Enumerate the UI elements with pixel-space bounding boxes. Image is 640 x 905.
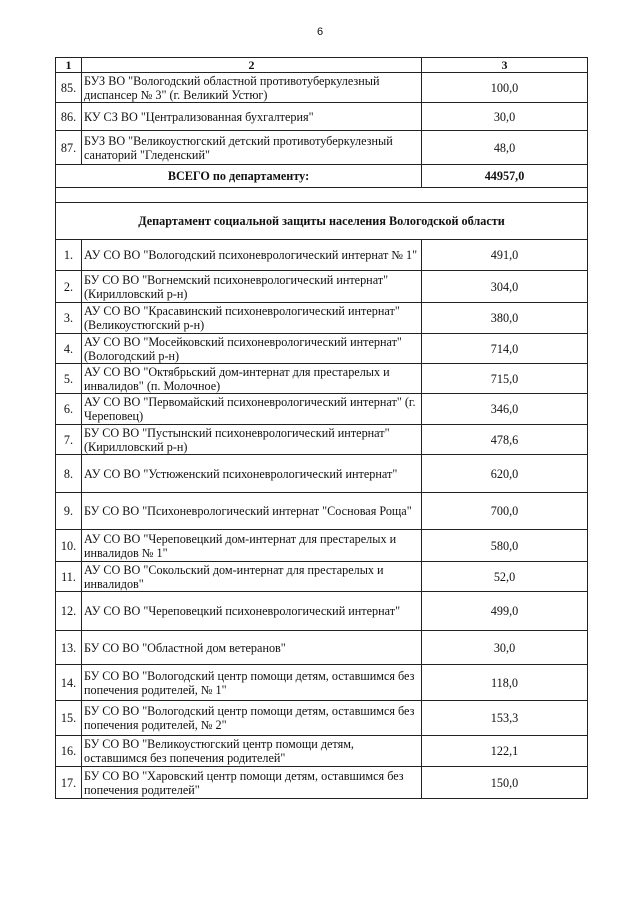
institution-name: АУ СО ВО "Мосейковский психоневрологический интернат" (Вологодский р-н) [82, 334, 422, 364]
allocation-table [55, 57, 588, 799]
row-number: 13. [56, 631, 82, 665]
table-header-row [56, 58, 588, 73]
amount: 620,0 [422, 455, 588, 493]
amount: 346,0 [422, 394, 588, 425]
amount: 478,6 [422, 425, 588, 455]
row-number: 5. [56, 364, 82, 394]
table-row [56, 530, 588, 562]
table-row [56, 271, 588, 303]
table-row [56, 736, 588, 767]
amount: 580,0 [422, 530, 588, 562]
table-row [56, 364, 588, 394]
amount: 48,0 [422, 131, 588, 165]
institution-name: АУ СО ВО "Октябрьский дом-интернат для престарелых и инвалидов" (п. Молочное) [82, 364, 422, 394]
institution-name: АУ СО ВО "Сокольский дом-интернат для престарелых и инвалидов" [82, 562, 422, 592]
institution-name: АУ СО ВО "Череповецкий психоневрологический интернат" [82, 592, 422, 631]
institution-name: БУ СО ВО "Пустынский психоневрологический интернат" (Кирилловский р-н) [82, 425, 422, 455]
department-title: Департамент социальной защиты населения Вологодской области [56, 203, 588, 240]
amount: 715,0 [422, 364, 588, 394]
institution-name: АУ СО ВО "Красавинский психоневрологический интернат" (Великоустюгский р-н) [82, 303, 422, 334]
table-row [56, 562, 588, 592]
table-row [56, 303, 588, 334]
row-number: 1. [56, 240, 82, 271]
amount: 380,0 [422, 303, 588, 334]
institution-name: АУ СО ВО "Устюженский психоневрологический интернат" [82, 455, 422, 493]
header-col-1: 1 [56, 58, 82, 73]
row-number: 86. [56, 103, 82, 131]
row-number: 8. [56, 455, 82, 493]
institution-name: БУ СО ВО "Вологодский центр помощи детям, оставшимся без попечения родителей, № 1" [82, 665, 422, 701]
amount: 714,0 [422, 334, 588, 364]
institution-name: БУ СО ВО "Областной дом ветеранов" [82, 631, 422, 665]
table-row [56, 394, 588, 425]
amount: 700,0 [422, 493, 588, 530]
row-number: 12. [56, 592, 82, 631]
page-number: 6 [316, 26, 324, 38]
institution-name: АУ СО ВО "Череповецкий дом-интернат для престарелых и инвалидов № 1" [82, 530, 422, 562]
amount: 122,1 [422, 736, 588, 767]
institution-name: БУ СО ВО "Великоустюгский центр помощи детям, оставшимся без попечения родителей" [82, 736, 422, 767]
institution-name: КУ СЗ ВО "Централизованная бухгалтерия" [82, 103, 422, 131]
row-number: 15. [56, 701, 82, 736]
institution-name: БУЗ ВО "Вологодский областной противотуберкулезный диспансер № 3" (г. Великий Устюг) [82, 73, 422, 103]
row-number: 87. [56, 131, 82, 165]
table-row [56, 592, 588, 631]
amount: 150,0 [422, 767, 588, 799]
row-number: 11. [56, 562, 82, 592]
blank-row [56, 188, 588, 203]
row-number: 10. [56, 530, 82, 562]
amount: 153,3 [422, 701, 588, 736]
amount: 499,0 [422, 592, 588, 631]
institution-name: БУ СО ВО "Психоневрологический интернат "Сосновая Роща" [82, 493, 422, 530]
table-row [56, 631, 588, 665]
table-row [56, 425, 588, 455]
table-row [56, 240, 588, 271]
department-row [56, 203, 588, 240]
row-number: 4. [56, 334, 82, 364]
institution-name: БУ СО ВО "Харовский центр помощи детям, оставшимся без попечения родителей" [82, 767, 422, 799]
table-row [56, 767, 588, 799]
blank-cell [56, 188, 588, 203]
total-label: ВСЕГО по департаменту: [56, 165, 422, 188]
institution-name: АУ СО ВО "Вологодский психоневрологический интернат № 1" [82, 240, 422, 271]
total-value: 44957,0 [422, 165, 588, 188]
table-row [56, 665, 588, 701]
row-number: 17. [56, 767, 82, 799]
institution-name: БУ СО ВО "Вологодский центр помощи детям, оставшимся без попечения родителей, № 2" [82, 701, 422, 736]
table-row [56, 334, 588, 364]
header-col-3: 3 [422, 58, 588, 73]
amount: 30,0 [422, 103, 588, 131]
row-number: 6. [56, 394, 82, 425]
institution-name: АУ СО ВО "Первомайский психоневрологический интернат" (г. Череповец) [82, 394, 422, 425]
table-row [56, 131, 588, 165]
amount: 30,0 [422, 631, 588, 665]
amount: 100,0 [422, 73, 588, 103]
row-number: 14. [56, 665, 82, 701]
total-row [56, 165, 588, 188]
row-number: 2. [56, 271, 82, 303]
header-col-2: 2 [82, 58, 422, 73]
row-number: 85. [56, 73, 82, 103]
table-row [56, 73, 588, 103]
amount: 304,0 [422, 271, 588, 303]
table-row [56, 493, 588, 530]
row-number: 7. [56, 425, 82, 455]
institution-name: БУ СО ВО "Вогнемский психоневрологический интернат" (Кирилловский р-н) [82, 271, 422, 303]
row-number: 3. [56, 303, 82, 334]
amount: 118,0 [422, 665, 588, 701]
row-number: 9. [56, 493, 82, 530]
table-row [56, 701, 588, 736]
institution-name: БУЗ ВО "Великоустюгский детский противотуберкулезный санаторий "Гледенский" [82, 131, 422, 165]
amount: 52,0 [422, 562, 588, 592]
amount: 491,0 [422, 240, 588, 271]
table-row [56, 103, 588, 131]
table-row [56, 455, 588, 493]
row-number: 16. [56, 736, 82, 767]
